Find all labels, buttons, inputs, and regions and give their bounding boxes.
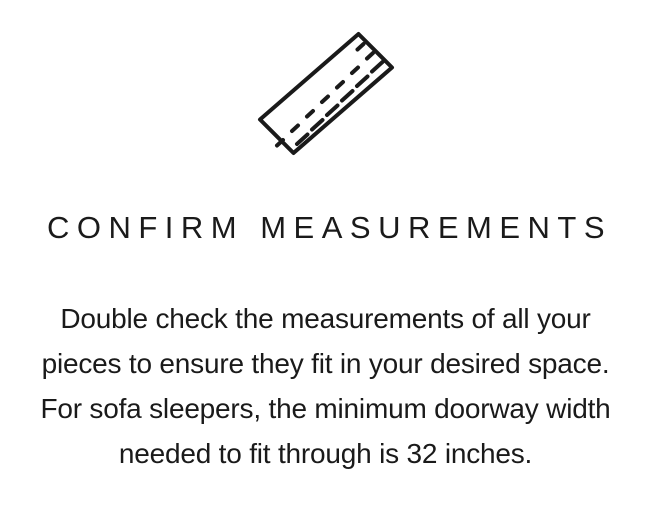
description-text: Double check the measurements of all your pieces to ensure they fit in your desired space. For sofa sleepers, the minimum doorway width needed to fit through is 32 inches. — [40, 302, 611, 469]
page-title: CONFIRM MEASUREMENTS — [46, 210, 613, 245]
ruler-icon — [246, 24, 406, 164]
ruler-icon-container — [0, 14, 651, 174]
